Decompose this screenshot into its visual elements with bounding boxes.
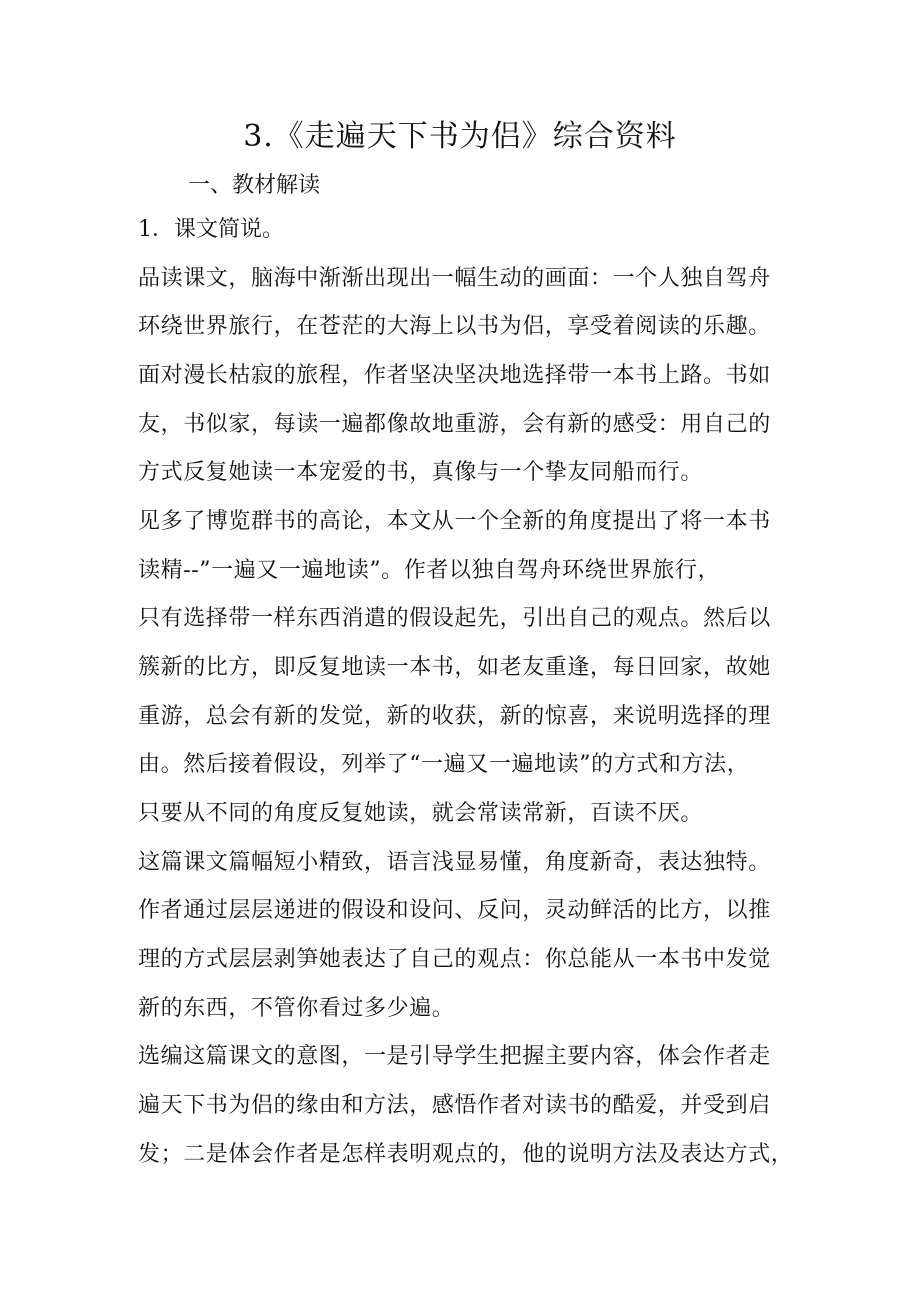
- body-line: 读精--”一遍又一遍地读”。作者以独自驾舟环绕世界旅行，: [138, 558, 721, 583]
- body-line: 方式反复她读一本宠爱的书，真像与一个挚友同船而行。: [138, 460, 704, 485]
- body-line: 只要从不同的角度反复她读，就会常读常新，百读不厌。: [138, 801, 704, 826]
- subsection-heading: 1．课文简说。: [138, 217, 284, 242]
- body-line: 友，书似家，每读一遍都像故地重游，会有新的感受：用自己的: [138, 412, 771, 437]
- body-line: 由。然后接着假设，列举了“一遍又一遍地读”的方式和方法，: [138, 752, 750, 777]
- body-line: 理的方式层层剥笋她表达了自己的观点：你总能从一本书中发觉: [138, 947, 771, 972]
- body-line: 发；二是体会作者是怎样表明观点的，他的说明方法及表达方式，: [138, 1142, 794, 1167]
- body-line: 新的东西，不管你看过多少遍。: [138, 996, 455, 1021]
- body-line: 见多了博览群书的高论，本文从一个全新的角度提出了将一本书: [138, 509, 771, 534]
- body-line: 簇新的比方，即反复地读一本书，如老友重逢，每日回家，故她: [138, 655, 771, 680]
- body-line: 只有选择带一样东西消遣的假设起先，引出自己的观点。然后以: [138, 606, 771, 631]
- body-line: 遍天下书为侣的缘由和方法，感悟作者对读书的酷爱，并受到启: [138, 1093, 771, 1118]
- body-line: 面对漫长枯寂的旅程，作者坚决坚决地选择带一本书上路。书如: [138, 363, 771, 388]
- body-line: 选编这篇课文的意图，一是引导学生把握主要内容，体会作者走: [138, 1044, 771, 1069]
- section-heading: 一、教材解读: [188, 173, 321, 198]
- document-title: 3.《走遍天下书为侣》综合资料: [243, 119, 677, 154]
- body-line: 重游，总会有新的发觉，新的收获，新的惊喜，来说明选择的理: [138, 704, 771, 729]
- body-line: 品读课文，脑海中渐渐出现出一幅生动的画面：一个人独自驾舟: [138, 266, 771, 291]
- body-line: 这篇课文篇幅短小精致，语言浅显易懂，角度新奇，表达独特。: [138, 850, 771, 875]
- body-line: 环绕世界旅行，在苍茫的大海上以书为侣，享受着阅读的乐趣。: [138, 314, 771, 339]
- body-line: 作者通过层层递进的假设和设问、反问，灵动鲜活的比方，以推: [138, 898, 771, 923]
